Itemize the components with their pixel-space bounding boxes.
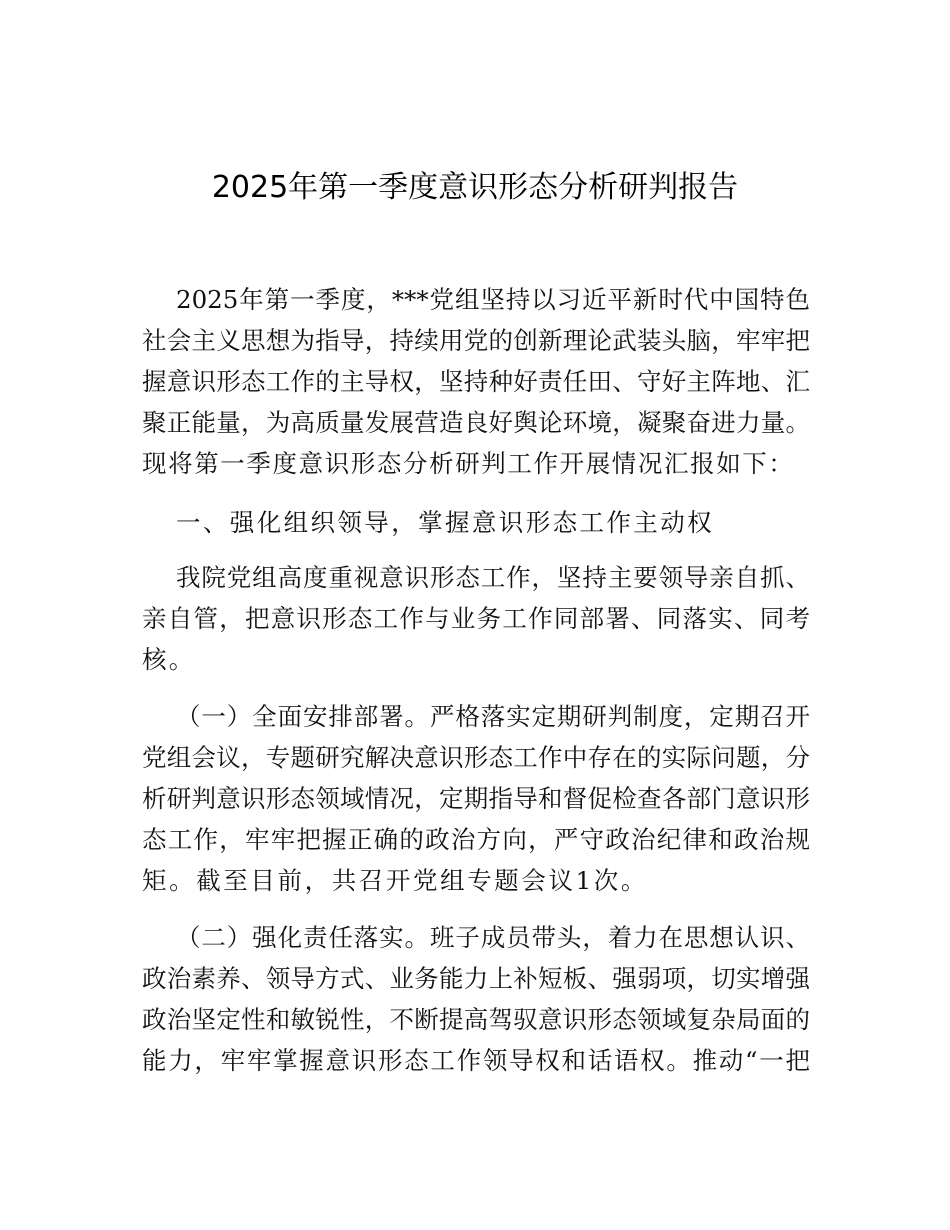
paragraph-line: 能力，牢牢掌握意识形态工作领导权和话语权。推动“一把 — [142, 1046, 810, 1075]
paragraph-line: 态工作，牢牢把握正确的政治方向，严守政治纪律和政治规 — [142, 825, 810, 854]
paragraph-line: 核。 — [142, 645, 196, 674]
section-heading-text: 一、强化组织领导，掌握意识形态工作主动权 — [176, 508, 714, 537]
paragraph-line: 亲自管，把意识形态工作与业务工作同部署、同落实、同考 — [142, 604, 810, 633]
paragraph-line: （一）全面安排部署。严格落实定期研判制度，定期召开 — [176, 702, 810, 731]
paragraph-line: 2025年第一季度，***党组坚持以习近平新时代中国特色 — [176, 285, 810, 314]
paragraph-line: 我院党组高度重视意识形态工作，坚持主要领导亲自抓、 — [176, 563, 810, 592]
paragraph-line: 政治素养、领导方式、业务能力上补短板、强弱项，切实增强 — [142, 964, 810, 993]
paragraph-line: （二）强化责任落实。班子成员带头，着力在思想认识、 — [176, 923, 810, 952]
paragraph-line: 党组会议，专题研究解决意识形态工作中存在的实际问题，分 — [142, 743, 810, 772]
paragraph-line: 矩。截至目前，共召开党组专题会议1次。 — [142, 866, 648, 895]
paragraph-line: 现将第一季度意识形态分析研判工作开展情况汇报如下： — [142, 449, 795, 478]
paragraph-line: 析研判意识形态领域情况，定期指导和督促检查各部门意识形 — [142, 784, 810, 813]
document-title: 2025年第一季度意识形态分析研判报告 — [211, 170, 739, 205]
paragraph-line: 社会主义思想为指导，持续用党的创新理论武装头脑，牢牢把 — [142, 326, 810, 355]
paragraph-line: 聚正能量，为高质量发展营造良好舆论环境，凝聚奋进力量。 — [142, 408, 810, 437]
paragraph-line: 握意识形态工作的主导权，坚持种好责任田、守好主阵地、汇 — [142, 367, 810, 396]
paragraph-line: 政治坚定性和敏锐性，不断提高驾驭意识形态领域复杂局面的 — [142, 1005, 810, 1034]
